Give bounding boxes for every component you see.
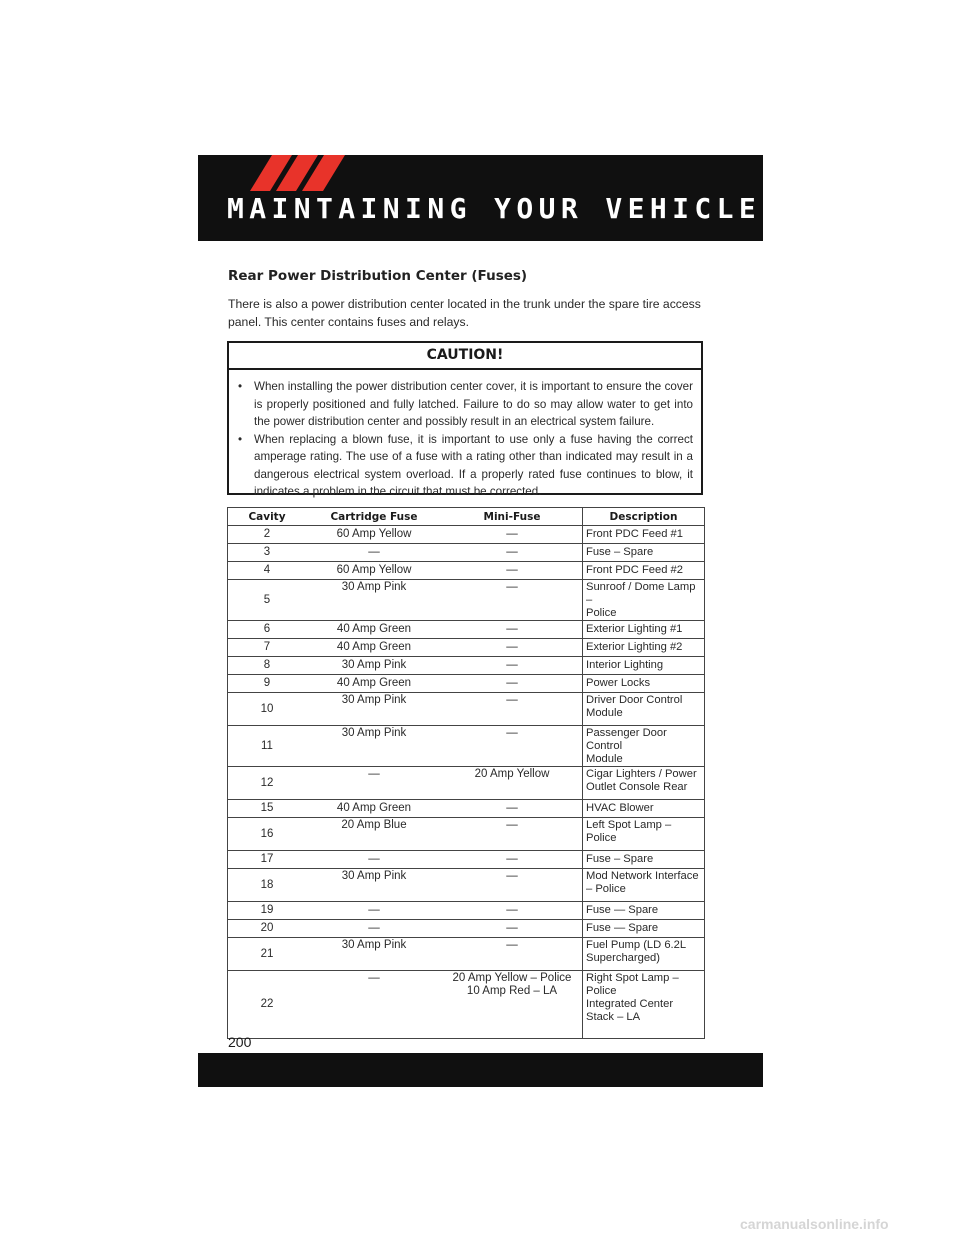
cell-mini: 20 Amp Yellow – Police 10 Amp Red – LA bbox=[442, 971, 583, 1039]
cell-mini: — bbox=[442, 938, 583, 971]
cell-cartridge: 60 Amp Yellow bbox=[306, 526, 442, 544]
cell-mini: — bbox=[442, 621, 583, 639]
cell-mini: — bbox=[442, 851, 583, 869]
racing-stripes-logo bbox=[250, 155, 345, 191]
cell-mini: — bbox=[442, 580, 583, 621]
cell-mini: — bbox=[442, 657, 583, 675]
table-row bbox=[228, 639, 705, 657]
section-header-bar bbox=[198, 155, 763, 241]
cell-cavity: 6 bbox=[228, 621, 307, 639]
footer-bar bbox=[198, 1053, 763, 1087]
cell-description: Exterior Lighting #2 bbox=[583, 639, 705, 657]
cell-description: Fuse – Spare bbox=[583, 544, 705, 562]
cell-description: Fuse — Spare bbox=[583, 920, 705, 938]
cell-cartridge: 40 Amp Green bbox=[306, 675, 442, 693]
cell-cartridge: 30 Amp Pink bbox=[306, 938, 442, 971]
cell-cavity: 11 bbox=[228, 726, 307, 767]
cell-cartridge: — bbox=[306, 851, 442, 869]
column-header-cartridge: Cartridge Fuse bbox=[306, 508, 442, 526]
cell-cartridge: 40 Amp Green bbox=[306, 621, 442, 639]
cell-description: Mod Network Interface – Police bbox=[583, 869, 705, 902]
cell-cavity: 3 bbox=[228, 544, 307, 562]
cell-cartridge: 30 Amp Pink bbox=[306, 693, 442, 726]
cell-cavity: 20 bbox=[228, 920, 307, 938]
caution-box bbox=[227, 341, 703, 498]
table-row bbox=[228, 562, 705, 580]
bullet-icon: • bbox=[238, 432, 243, 446]
bullet-icon: • bbox=[238, 380, 243, 393]
cell-cartridge: 40 Amp Green bbox=[306, 800, 442, 818]
cell-cavity: 4 bbox=[228, 562, 307, 580]
table-row bbox=[228, 869, 705, 902]
watermark: carmanualsonline.info bbox=[740, 1216, 889, 1232]
cell-description: Fuse — Spare bbox=[583, 902, 705, 920]
caution-title: CAUTION! bbox=[229, 343, 701, 370]
cell-description: Fuel Pump (LD 6.2L Supercharged) bbox=[583, 938, 705, 971]
cell-mini: — bbox=[442, 800, 583, 818]
cell-cartridge: 30 Amp Pink bbox=[306, 657, 442, 675]
cell-mini: — bbox=[442, 693, 583, 726]
intro-paragraph: There is also a power distribution center located in the trunk under the spare tire access panel. This center contains fuses and relays. bbox=[228, 297, 701, 329]
cell-cavity: 16 bbox=[228, 818, 307, 851]
cell-cavity: 19 bbox=[228, 902, 307, 920]
cell-description: Passenger Door Control Module bbox=[583, 726, 705, 767]
cell-description: Front PDC Feed #2 bbox=[583, 562, 705, 580]
cell-description: Front PDC Feed #1 bbox=[583, 526, 705, 544]
table-row bbox=[228, 544, 705, 562]
table-row bbox=[228, 767, 705, 800]
column-header-cavity: Cavity bbox=[228, 508, 307, 526]
caution-item-text: When installing the power distribution center cover, it is important to ensure the cover is properly positioned and fully latched. Failure to do so may allow water to get into the power distribution center and possibly result in an electrical system failure. bbox=[254, 380, 693, 428]
cell-description: Sunroof / Dome Lamp – Police bbox=[583, 580, 705, 621]
column-header-mini: Mini-Fuse bbox=[442, 508, 583, 526]
cell-description: Fuse – Spare bbox=[583, 851, 705, 869]
cell-cartridge: 60 Amp Yellow bbox=[306, 562, 442, 580]
cell-cavity: 15 bbox=[228, 800, 307, 818]
table-row bbox=[228, 938, 705, 971]
table-row bbox=[228, 800, 705, 818]
page-heading: Rear Power Distribution Center (Fuses) bbox=[228, 268, 528, 284]
cell-mini: — bbox=[442, 920, 583, 938]
page-number: 200 bbox=[228, 1034, 252, 1050]
cell-mini: — bbox=[442, 544, 583, 562]
cell-description: Interior Lighting bbox=[583, 657, 705, 675]
table-row bbox=[228, 621, 705, 639]
cell-cavity: 12 bbox=[228, 767, 307, 800]
cell-cavity: 22 bbox=[228, 971, 307, 1039]
caution-item bbox=[238, 378, 693, 431]
cell-cavity: 17 bbox=[228, 851, 307, 869]
cell-description: Driver Door Control Module bbox=[583, 693, 705, 726]
table-row bbox=[228, 920, 705, 938]
cell-mini: — bbox=[442, 526, 583, 544]
table-row bbox=[228, 580, 705, 621]
cell-description: HVAC Blower bbox=[583, 800, 705, 818]
cell-cartridge: 30 Amp Pink bbox=[306, 726, 442, 767]
caution-item-text: When replacing a blown fuse, it is important to use only a fuse having the correct amperage rating. The use of a fuse with a rating other than indicated may result in a dangerous electrical system overload. If a properly rated fuse continues to blow, it indicates a problem in the circuit that must be corrected. bbox=[254, 432, 693, 498]
caution-item bbox=[238, 431, 693, 501]
fuse-table bbox=[227, 507, 705, 1039]
cell-mini: — bbox=[442, 726, 583, 767]
column-header-description: Description bbox=[583, 508, 705, 526]
cell-mini: — bbox=[442, 902, 583, 920]
table-row bbox=[228, 657, 705, 675]
cell-mini: — bbox=[442, 639, 583, 657]
table-row bbox=[228, 971, 705, 1039]
cell-cartridge: 20 Amp Blue bbox=[306, 818, 442, 851]
section-title: MAINTAINING YOUR VEHICLE bbox=[227, 192, 762, 225]
fuse-table-body bbox=[228, 526, 705, 1039]
cell-cartridge: — bbox=[306, 544, 442, 562]
table-row bbox=[228, 818, 705, 851]
cell-description: Right Spot Lamp – Police Integrated Center Stack – LA bbox=[583, 971, 705, 1039]
cell-cartridge: — bbox=[306, 767, 442, 800]
cell-mini: — bbox=[442, 818, 583, 851]
cell-cavity: 2 bbox=[228, 526, 307, 544]
table-header-row bbox=[228, 508, 705, 526]
cell-mini: — bbox=[442, 675, 583, 693]
cell-cavity: 10 bbox=[228, 693, 307, 726]
cell-cavity: 9 bbox=[228, 675, 307, 693]
cell-cartridge: 30 Amp Pink bbox=[306, 580, 442, 621]
cell-cavity: 5 bbox=[228, 580, 307, 621]
cell-description: Exterior Lighting #1 bbox=[583, 621, 705, 639]
cell-cartridge: 30 Amp Pink bbox=[306, 869, 442, 902]
table-row bbox=[228, 726, 705, 767]
cell-mini: 20 Amp Yellow bbox=[442, 767, 583, 800]
cell-cavity: 7 bbox=[228, 639, 307, 657]
cell-mini: — bbox=[442, 562, 583, 580]
table-row bbox=[228, 675, 705, 693]
cell-cartridge: 40 Amp Green bbox=[306, 639, 442, 657]
cell-cartridge: — bbox=[306, 902, 442, 920]
cell-cartridge: — bbox=[306, 920, 442, 938]
cell-cavity: 18 bbox=[228, 869, 307, 902]
table-row bbox=[228, 526, 705, 544]
cell-description: Left Spot Lamp – Police bbox=[583, 818, 705, 851]
cell-description: Cigar Lighters / Power Outlet Console Rear bbox=[583, 767, 705, 800]
cell-cartridge: — bbox=[306, 971, 442, 1039]
table-row bbox=[228, 902, 705, 920]
cell-cavity: 8 bbox=[228, 657, 307, 675]
cell-mini: — bbox=[442, 869, 583, 902]
table-row bbox=[228, 693, 705, 726]
cell-description: Power Locks bbox=[583, 675, 705, 693]
table-row bbox=[228, 851, 705, 869]
cell-cavity: 21 bbox=[228, 938, 307, 971]
caution-list bbox=[229, 370, 701, 501]
